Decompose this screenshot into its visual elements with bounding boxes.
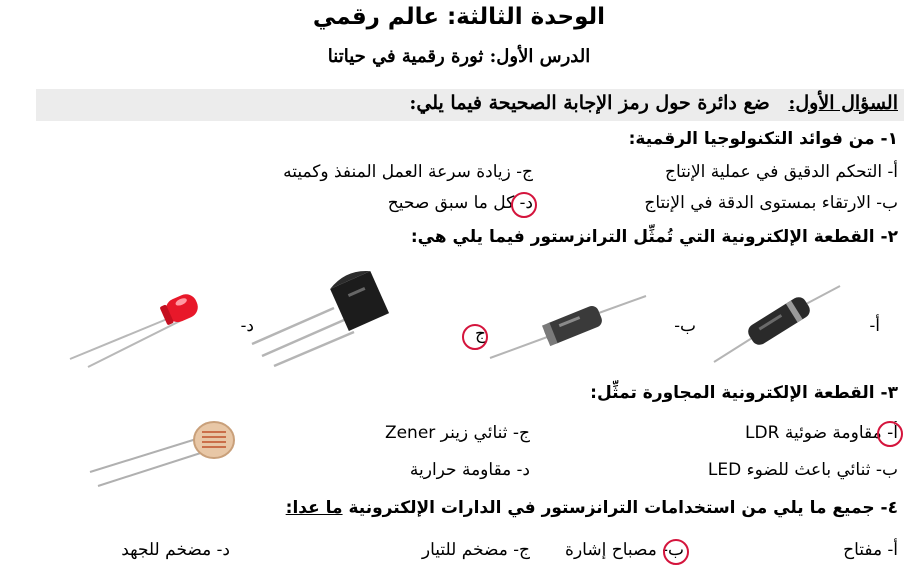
item-1-option-b[interactable]: ب- الارتقاء بمستوى الدقة في الإنتاج bbox=[644, 193, 898, 213]
question-header bbox=[409, 92, 898, 114]
diode-icon bbox=[712, 284, 842, 364]
item-1-stem: ١- من فوائد التكنولوجيا الرقمية: bbox=[628, 129, 898, 149]
item-1-option-c[interactable]: ج- زيادة سرعة العمل المنفذ وكميته bbox=[283, 162, 533, 182]
item-4-stem-text: ٤- جميع ما يلي من استخدامات الترانزستور في الدارات الإلكترونية bbox=[348, 498, 898, 518]
item-2-stem: ٢- القطعة الإلكترونية التي تُمثِّل الترانزستور فيما يلي هي: bbox=[410, 227, 898, 247]
ldr-icon bbox=[86, 410, 236, 490]
led-icon bbox=[68, 287, 208, 369]
item-2-option-b[interactable]: ب- bbox=[674, 316, 696, 336]
item-4-option-a[interactable]: أ- مفتاح bbox=[843, 540, 898, 560]
item-2-option-a[interactable]: أ- bbox=[869, 316, 880, 336]
item-4-option-b[interactable]: ب- مصباح إشارة bbox=[565, 540, 684, 560]
item-3-option-a[interactable]: أ- مقاومة ضوئية LDR bbox=[745, 423, 898, 443]
item-3-stem: ٣- القطعة الإلكترونية المجاورة تمثِّل: bbox=[590, 383, 898, 403]
lesson-title: الدرس الأول: ثورة رقمية في حياتنا bbox=[327, 46, 591, 67]
item-3-option-d[interactable]: د- مقاومة حرارية bbox=[409, 460, 530, 480]
item-4-option-d[interactable]: د- مضخم للجهد bbox=[121, 540, 230, 560]
item-4-stem-emphasis: ما عدا: bbox=[285, 498, 343, 518]
question-instruction: ضع دائرة حول رمز الإجابة الصحيحة فيما يلي: bbox=[409, 92, 770, 114]
unit-title: الوحدة الثالثة: عالم رقمي bbox=[312, 4, 606, 30]
transistor-icon bbox=[248, 268, 398, 368]
answer-circle bbox=[877, 421, 903, 447]
item-3-option-b[interactable]: ب- ثنائي باعث للضوء LED bbox=[707, 460, 898, 480]
answer-circle bbox=[462, 324, 488, 350]
question-label: السؤال الأول: bbox=[788, 92, 898, 114]
resistor-icon bbox=[488, 292, 648, 362]
answer-circle bbox=[511, 192, 537, 218]
item-1-option-a[interactable]: أ- التحكم الدقيق في عملية الإنتاج bbox=[664, 162, 898, 182]
item-3-option-c[interactable]: ج- ثنائي زينر Zener bbox=[384, 423, 530, 443]
item-2-option-c[interactable]: ج bbox=[475, 324, 486, 344]
item-4-option-c[interactable]: ج- مضخم للتيار bbox=[421, 540, 530, 560]
item-4-stem bbox=[286, 498, 898, 518]
item-1-option-d[interactable]: د- كل ما سبق صحيح bbox=[387, 193, 533, 213]
item-2-option-d[interactable]: د- bbox=[240, 316, 254, 336]
answer-circle bbox=[663, 539, 689, 565]
